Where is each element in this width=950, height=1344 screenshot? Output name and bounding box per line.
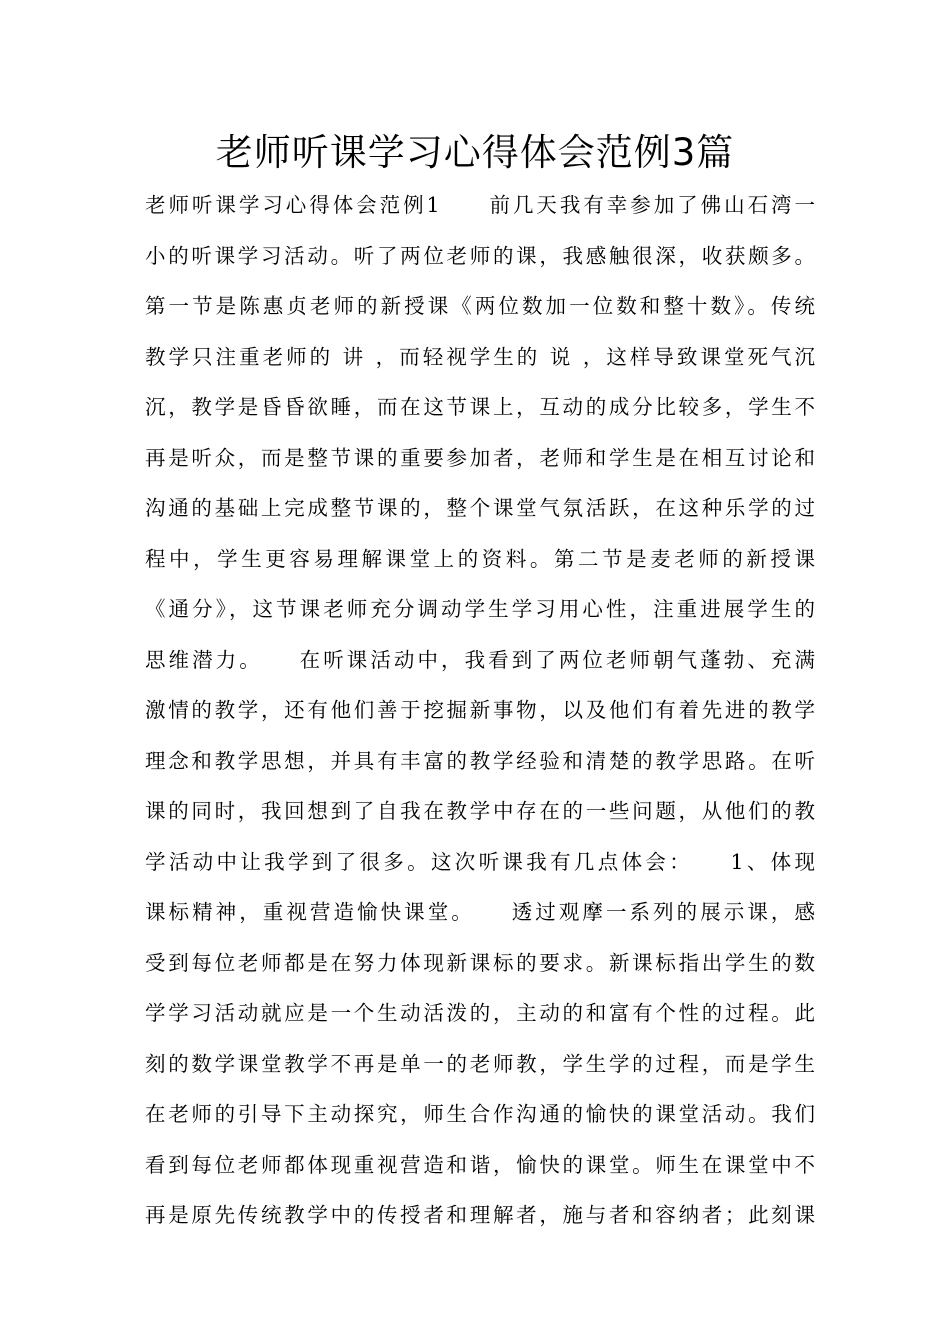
body-line: 再是原先传统教学中的传授者和理解者，施与者和容纳者；此刻课: [145, 1203, 815, 1227]
body-line: 受到每位老师都是在努力体现新课标的要求。新课标指出学生的数: [145, 950, 815, 975]
document-title: 老师听课学习心得体会范例3篇: [215, 131, 735, 174]
body-line: 学活动中让我学到了很多。这次听课我有几点体会： 1、体现: [145, 849, 815, 874]
body-line: 第一节是陈惠贞老师的新授课《两位数加一位数和整十数》。传统: [145, 294, 815, 318]
body-line: 《通分》，这节课老师充分调动学生学习用心性，注重进展学生的: [145, 597, 815, 621]
body-line: 程中，学生更容易理解课堂上的资料。第二节是麦老师的新授课: [145, 546, 815, 571]
body-line: 小的听课学习活动。听了两位老师的课，我感触很深，收获颇多。: [145, 243, 815, 268]
body-line: 再是听众，而是整节课的重要参加者，老师和学生是在相互讨论和: [145, 445, 815, 470]
body-line: 激情的教学，还有他们善于挖掘新事物，以及他们有着先进的教学: [145, 698, 815, 722]
body-line: 学学习活动就应是一个生动活泼的，主动的和富有个性的过程。此: [145, 1001, 815, 1025]
body-line: 思维潜力。 在听课活动中，我看到了两位老师朝气蓬勃、充满: [145, 647, 815, 672]
body-line: 沟通的基础上完成整节课的，整个课堂气氛活跃，在这种乐学的过: [145, 496, 815, 520]
body-line: 课标精神，重视营造愉快课堂。 透过观摩一系列的展示课，感: [145, 900, 815, 924]
body-line: 理念和教学思想，并具有丰富的教学经验和清楚的教学思路。在听: [145, 748, 815, 773]
body-line: 教学只注重老师的 讲 ，而轻视学生的 说 ，这样导致课堂死气沉: [145, 344, 815, 369]
body-line: 刻的数学课堂教学不再是单一的老师教，学生学的过程，而是学生: [145, 1051, 815, 1076]
body-line: 看到每位老师都体现重视营造和谐，愉快的课堂。师生在课堂中不: [145, 1152, 815, 1177]
document-body: [145, 180, 815, 1241]
body-line: 沉，教学是昏昏欲睡，而在这节课上，互动的成分比较多，学生不: [145, 395, 815, 419]
body-line: 课的同时，我回想到了自我在教学中存在的一些问题，从他们的教: [145, 799, 815, 823]
body-line: 在老师的引导下主动探究，师生合作沟通的愉快的课堂活动。我们: [145, 1102, 815, 1126]
body-line: 老师听课学习心得体会范例1 前几天我有幸参加了佛山石湾一: [145, 193, 815, 217]
